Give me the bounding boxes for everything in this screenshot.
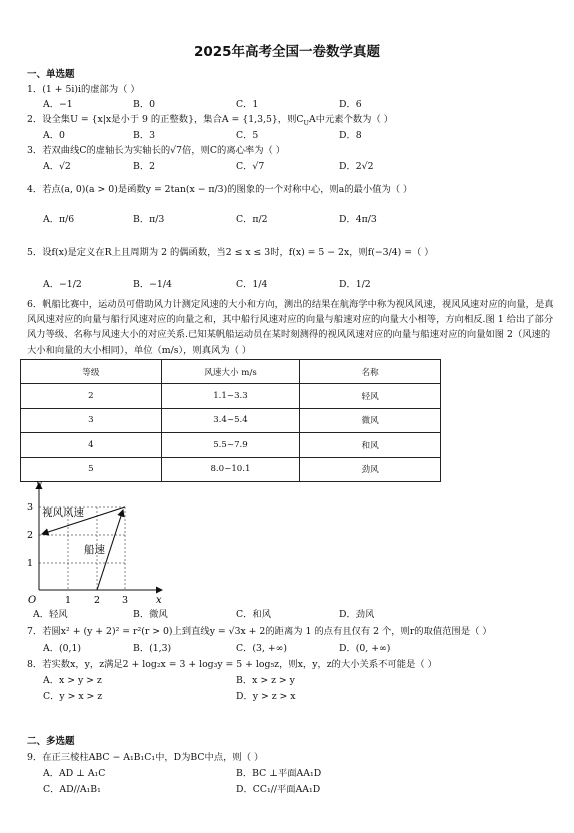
q2-complement-subscript: U xyxy=(303,118,309,127)
question-1-stem: 1．(1 + 5i)i的虚部为（ ） xyxy=(27,84,140,95)
table-cell: 8.0~10.1 xyxy=(161,457,300,481)
question-4-stem: 4．若点(a, 0)(a > 0)是函数y = 2tan(x − π/3)的图象的一个对称中心，则a的最小值为（ ） xyxy=(27,184,413,195)
q1-option-d: D．6 xyxy=(339,99,362,110)
table-header-cell: 名称 xyxy=(300,360,441,384)
q9-option-d: D．CC₁//平面AA₁D xyxy=(236,784,321,795)
q3-option-c: C．√7 xyxy=(236,161,265,172)
table-row xyxy=(21,457,441,481)
x-tick-label: 3 xyxy=(122,595,129,606)
table-cell: 2 xyxy=(21,384,162,408)
q7-option-b: B．(1,3) xyxy=(133,643,172,654)
y-tick-label: 1 xyxy=(27,558,34,569)
q8-option-c: C．y > x > z xyxy=(43,691,103,702)
section-heading-single-choice: 一、单选题 xyxy=(27,69,75,80)
table-cell: 劲风 xyxy=(300,457,441,481)
q6-option-b: B．微风 xyxy=(133,609,168,620)
q5-option-a: A．−1/2 xyxy=(43,279,82,290)
q3-option-a: A．√2 xyxy=(43,161,71,172)
boat-speed-label: 船速 xyxy=(84,544,105,556)
x-tick-label: 2 xyxy=(94,595,101,606)
table-cell: 和风 xyxy=(300,433,441,457)
q7-option-a: A．(0,1) xyxy=(43,643,82,654)
apparent-wind-label: 视风风速 xyxy=(42,507,84,519)
question-5-stem: 5．设f(x)是定义在R上且周期为 2 的偶函数，当2 ≤ x ≤ 3时，f(x) = 5 − 2x，则f(−3/4) =（ ） xyxy=(27,247,434,258)
table-cell: 1.1~3.3 xyxy=(161,384,300,408)
q7-option-d: D．(0, +∞) xyxy=(339,643,391,654)
table-cell: 微风 xyxy=(300,408,441,432)
q2-option-a: A．0 xyxy=(43,130,65,141)
y-axis-label: y xyxy=(36,479,42,490)
question-2-stem xyxy=(27,111,393,127)
q5-option-d: D．1/2 xyxy=(339,279,371,290)
q5-option-c: C．1/4 xyxy=(236,279,268,290)
q2-stem-part1: 2．设全集U = {x|x是小于 9 的正整数}，集合A = {1,3,5}，则C xyxy=(27,114,304,125)
q2-option-b: B．3 xyxy=(133,130,156,141)
wind-level-table xyxy=(20,359,441,482)
table-cell: 5.5~7.9 xyxy=(161,433,300,457)
table-header-row xyxy=(21,360,441,384)
question-8-stem: 8．若实数x，y，z满足2 + log₂x = 3 + log₃y = 5 + log₅z，则x，y，z的大小关系不可能是（ ） xyxy=(27,659,437,670)
y-tick-label: 2 xyxy=(27,530,34,541)
x-tick-label: 1 xyxy=(65,595,72,606)
table-header-cell: 风速大小 m/s xyxy=(161,360,300,384)
table-cell: 3.4~5.4 xyxy=(161,408,300,432)
table-cell: 3 xyxy=(21,408,162,432)
q2-option-d: D．8 xyxy=(339,130,362,141)
q2-option-c: C．5 xyxy=(236,130,259,141)
q6-option-c: C．和风 xyxy=(236,609,272,620)
q5-option-b: B．−1/4 xyxy=(133,279,172,290)
q3-option-b: B．2 xyxy=(133,161,156,172)
section-heading-multiple-choice: 二、多选题 xyxy=(27,736,75,747)
question-3-stem: 3．若双曲线C的虚轴长为实轴长的√7倍，则C的离心率为（ ） xyxy=(27,145,286,156)
x-axis-label: x xyxy=(156,595,162,606)
table-row xyxy=(21,433,441,457)
q9-option-a: A．AD ⊥ A₁C xyxy=(43,768,106,779)
table-cell: 4 xyxy=(21,433,162,457)
table-cell: 轻风 xyxy=(300,384,441,408)
q3-option-d: D．2√2 xyxy=(339,161,374,172)
question-9-stem: 9．在正三棱柱ABC − A₁B₁C₁中，D为BC中点，则（ ） xyxy=(27,752,264,763)
table-row xyxy=(21,408,441,432)
q8-option-a: A．x > y > z xyxy=(43,675,102,686)
q6-option-d: D．劲风 xyxy=(339,609,375,620)
y-tick-label: 3 xyxy=(27,502,34,513)
q4-option-a: A．π/6 xyxy=(43,214,75,225)
grid-lines xyxy=(39,507,125,590)
table-cell: 5 xyxy=(21,457,162,481)
q1-option-c: C．1 xyxy=(236,99,259,110)
q8-option-d: D．y > z > x xyxy=(236,691,296,702)
q8-option-b: B．x > z > y xyxy=(236,675,295,686)
q6-option-a: A．轻风 xyxy=(33,609,68,620)
table-header-cell: 等级 xyxy=(21,360,162,384)
q7-option-c: C．(3, +∞) xyxy=(236,643,288,654)
q4-option-d: D．4π/3 xyxy=(339,214,377,225)
wind-vector-figure xyxy=(22,479,172,607)
q1-option-b: B．0 xyxy=(133,99,156,110)
q2-stem-part2: A中元素个数为（ ） xyxy=(308,114,394,125)
table-row xyxy=(21,384,441,408)
q4-option-b: B．π/3 xyxy=(133,214,165,225)
page-title: 2025年高考全国一卷数学真题 xyxy=(193,44,381,60)
q9-option-c: C．AD//A₁B₁ xyxy=(43,784,101,795)
q1-option-a: A．−1 xyxy=(43,99,73,110)
question-7-stem: 7．若圆x² + (y + 2)² = r²(r > 0)上到直线y = √3x + 2的距离为 1 的点有且仅有 2 个，则r的取值范围是（ ） xyxy=(27,626,492,637)
question-6-stem: 6．帆船比赛中，运动员可借助风力计测定风速的大小和方向，测出的结果在航海学中称为视风风速，视风风速对应的向量，是真风风速对应的向量与船行风速对应的向量之和，其中船行风速对应的向量与船速对应的向量大小相等，方向相反.图 1 给出了部分风力等级、名称与风速大小的对应关系.已知某帆船运动员在某时刻测得的视风风速对应的向量与船速对应的向量如图 2（风速的大小和向量的大小相同），单位（m/s），则真风为（ ） xyxy=(27,299,554,356)
origin-label: O xyxy=(28,595,37,606)
q4-option-c: C．π/2 xyxy=(236,214,268,225)
q9-option-b: B．BC ⊥平面AA₁D xyxy=(236,768,322,779)
